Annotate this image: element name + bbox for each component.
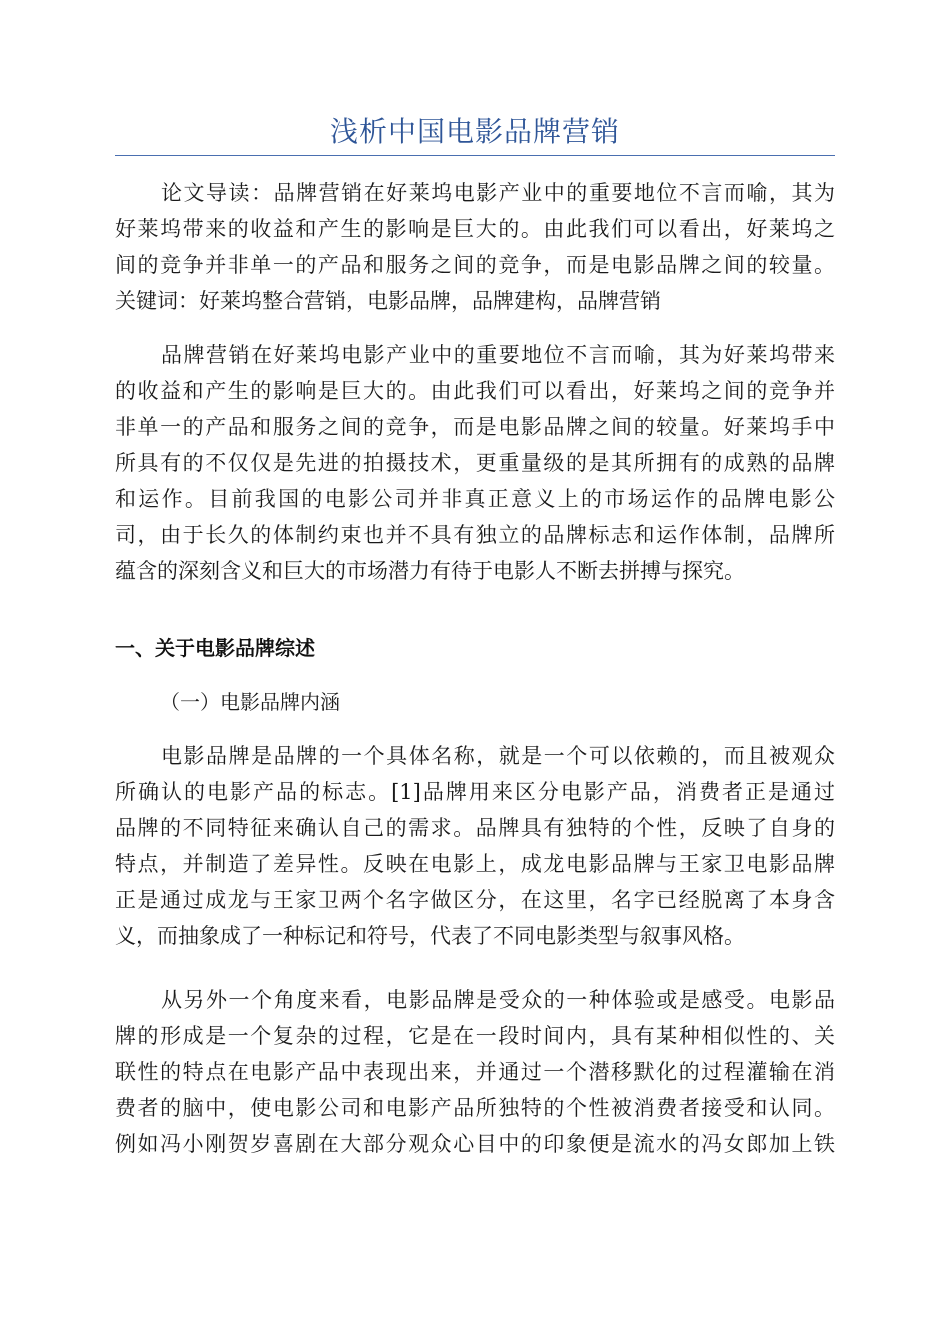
paragraph-line: 司，由于长久的体制约束也并不具有独立的品牌标志和运作体制，品牌所: [115, 523, 835, 547]
paragraph-line: 例如冯小刚贺岁喜剧在大部分观众心目中的印象便是流水的冯女郎加上铁: [115, 1132, 835, 1156]
paragraph-line: 的收益和产生的影响是巨大的。由此我们可以看出，好莱坞之间的竞争并: [115, 379, 835, 403]
section-heading: 一、关于电影品牌综述: [115, 636, 315, 660]
subsection-heading: （一）电影品牌内涵: [160, 690, 340, 714]
paragraph-line: 联性的特点在电影产品中表现出来，并通过一个潜移默化的过程灌输在消: [115, 1060, 835, 1084]
paragraph-line: 好莱坞带来的收益和产生的影响是巨大的。由此我们可以看出，好莱坞之: [115, 217, 835, 241]
paragraph-line: 品牌营销在好莱坞电影产业中的重要地位不言而喻，其为好莱坞带来: [161, 343, 835, 367]
body-paragraph-2: [115, 738, 835, 954]
paragraph-line: 所确认的电影产品的标志。[1]品牌用来区分电影产品，消费者正是通过: [115, 780, 835, 804]
body-paragraph-3: [115, 982, 835, 1162]
paragraph-line: 牌的形成是一个复杂的过程，它是在一段时间内，具有某种相似性的、关: [115, 1024, 835, 1048]
paragraph-line: 正是通过成龙与王家卫两个名字做区分，在这里，名字已经脱离了本身含: [115, 888, 835, 912]
paragraph-line: 和运作。目前我国的电影公司并非真正意义上的市场运作的品牌电影公: [115, 487, 835, 511]
paragraph-line: 从另外一个角度来看，电影品牌是受众的一种体验或是感受。电影品: [161, 988, 835, 1012]
paragraph-line: 蕴含的深刻含义和巨大的市场潜力有待于电影人不断去拼搏与探究。: [115, 559, 745, 583]
paragraph-line: 所具有的不仅仅是先进的拍摄技术，更重量级的是其所拥有的成熟的品牌: [115, 451, 835, 475]
paragraph-line: 电影品牌是品牌的一个具体名称，就是一个可以依赖的，而且被观众: [161, 744, 835, 768]
paragraph-line: 品牌的不同特征来确认自己的需求。品牌具有独特的个性，反映了自身的: [115, 816, 835, 840]
paragraph-line: 费者的脑中，使电影公司和电影产品所独特的个性被消费者接受和认同。: [115, 1096, 835, 1120]
title-underline: [115, 155, 835, 156]
intro-paragraph: [115, 175, 835, 319]
paragraph-line: 非单一的产品和服务之间的竞争，而是电影品牌之间的较量。好莱坞手中: [115, 415, 835, 439]
document-title: 浅析中国电影品牌营销: [329, 115, 620, 148]
paragraph-line: 义，而抽象成了一种标记和符号，代表了不同电影类型与叙事风格。: [115, 924, 745, 948]
body-paragraph-1: [115, 337, 835, 589]
keywords-line: 关键词：好莱坞整合营销，电影品牌，品牌建构，品牌营销: [115, 289, 661, 313]
paragraph-line: 论文导读：品牌营销在好莱坞电影产业中的重要地位不言而喻，其为: [161, 181, 835, 205]
paragraph-line: 特点，并制造了差异性。反映在电影上，成龙电影品牌与王家卫电影品牌: [115, 852, 835, 876]
paragraph-line: 间的竞争并非单一的产品和服务之间的竞争，而是电影品牌之间的较量。: [115, 253, 835, 277]
